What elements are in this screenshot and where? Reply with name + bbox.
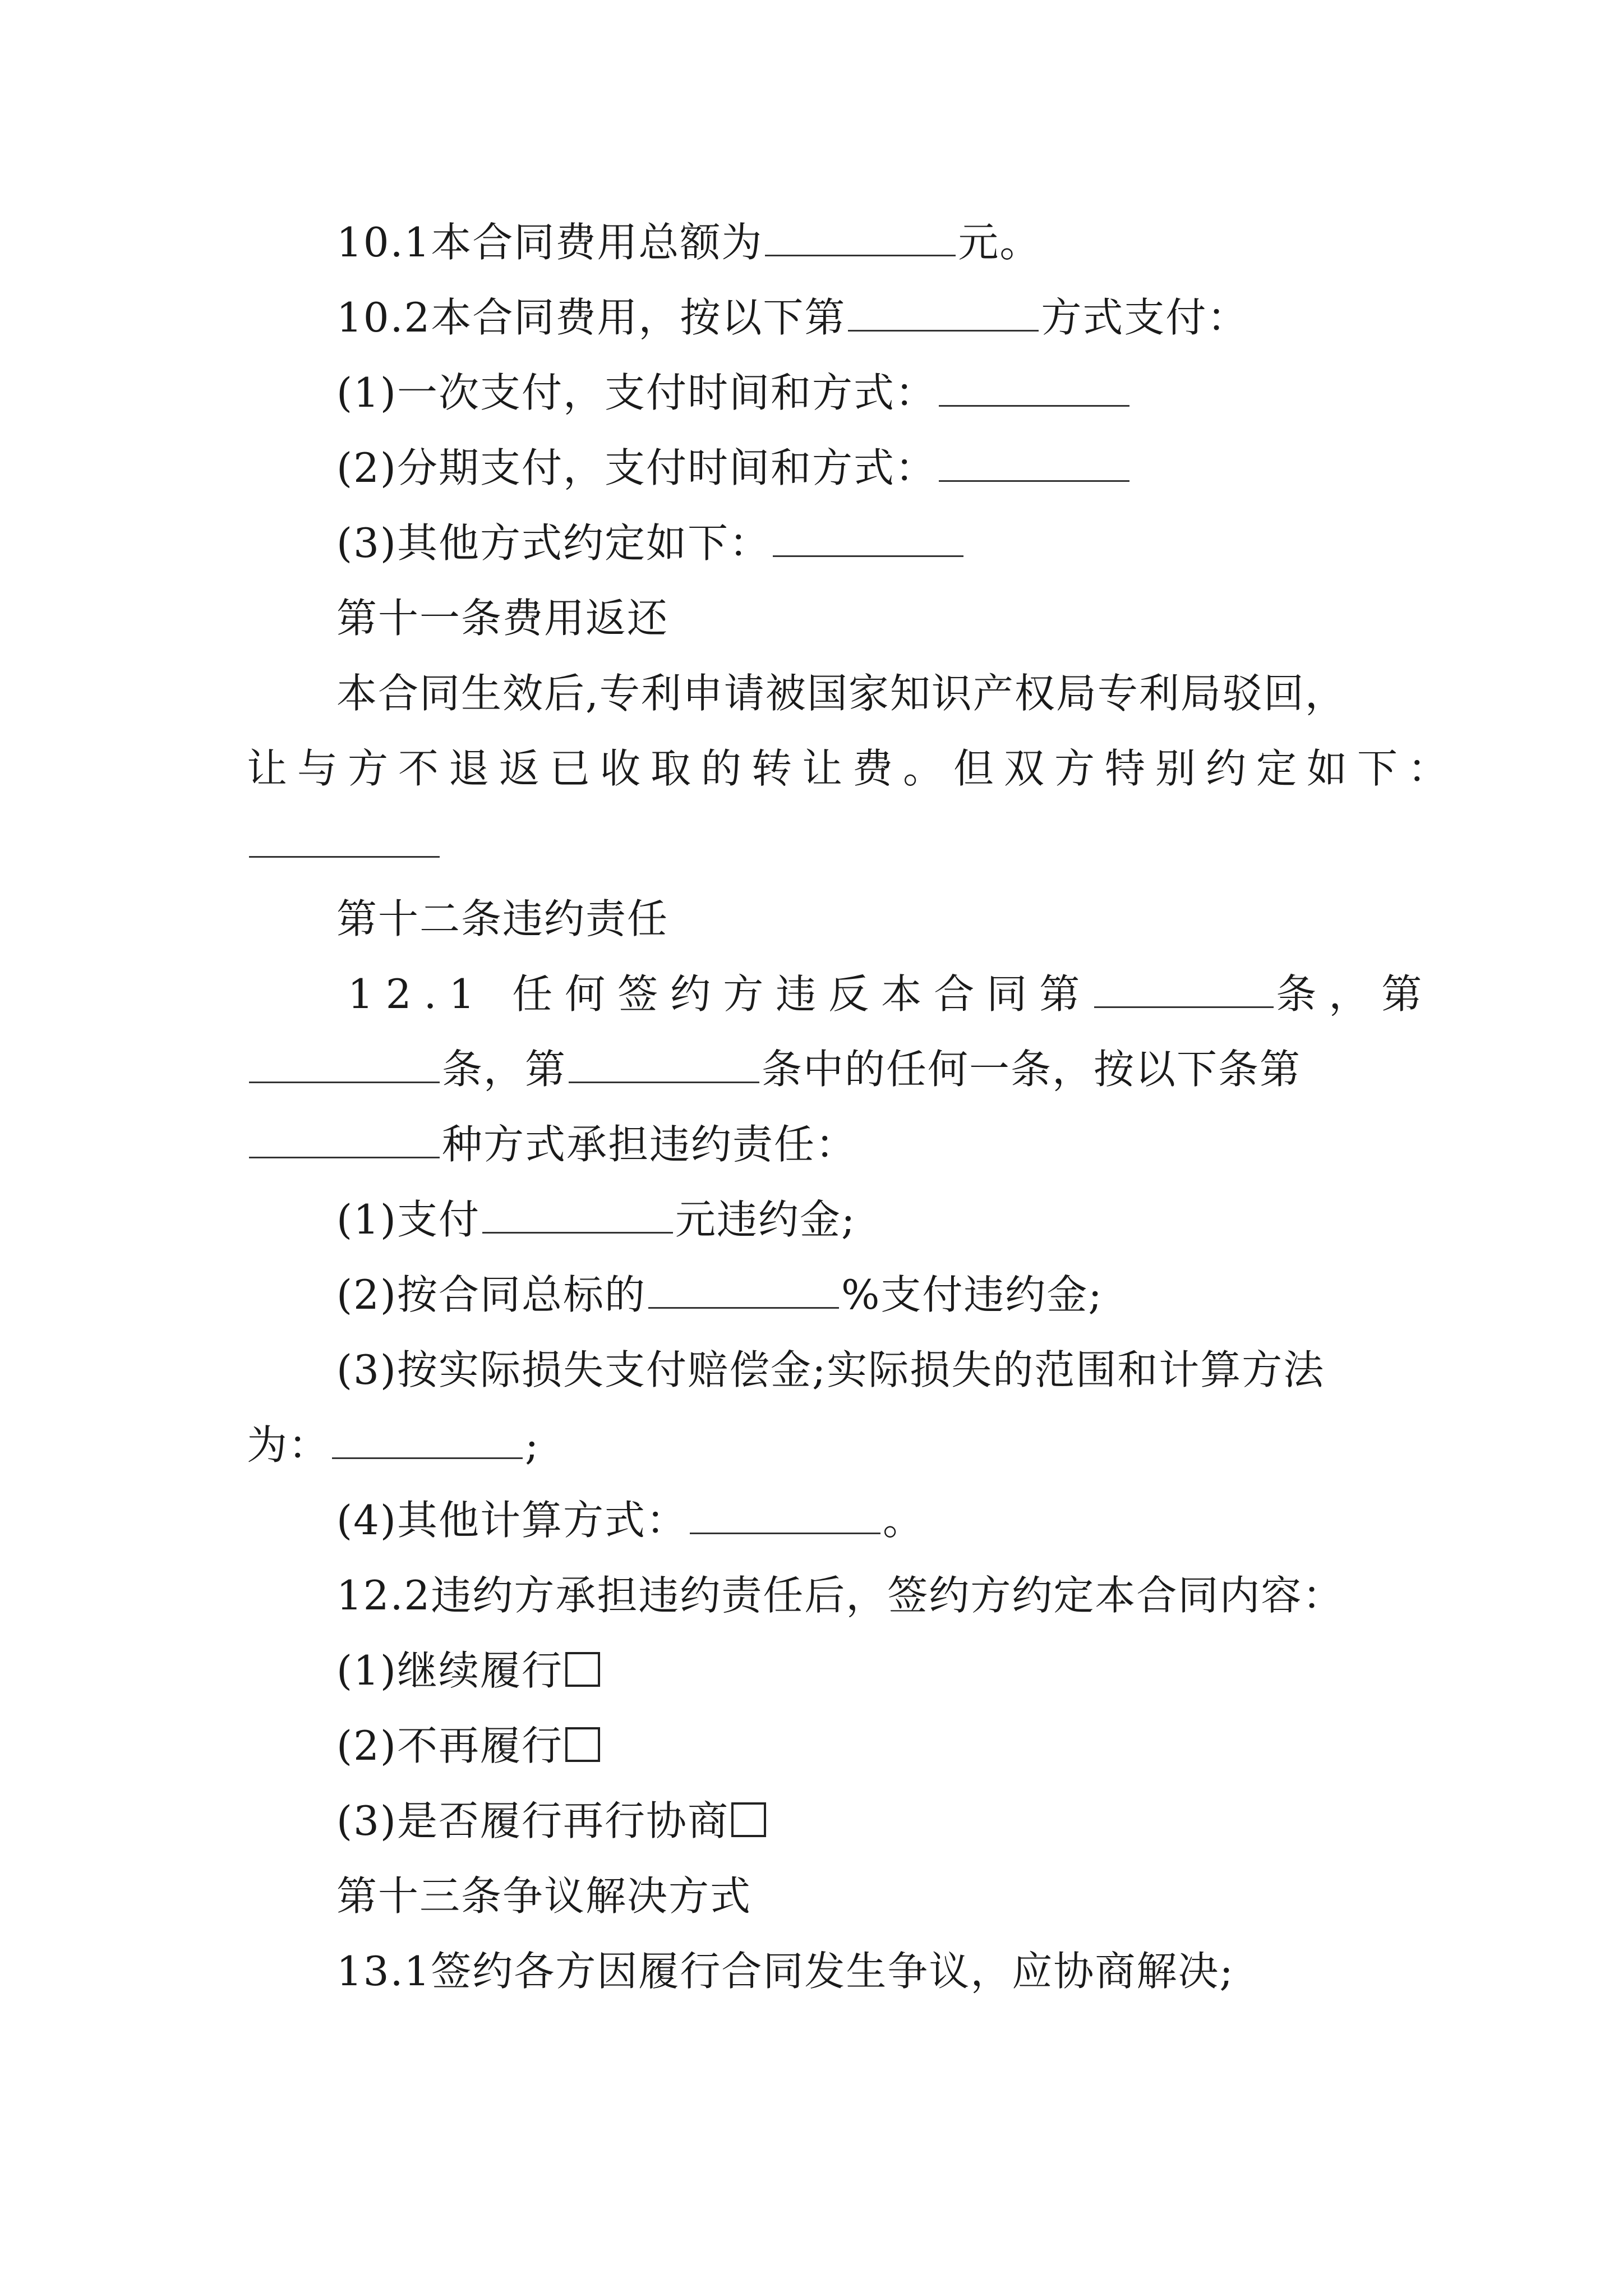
payment-option-3 xyxy=(336,515,1623,571)
option-stop xyxy=(336,1718,1623,1774)
clause-12-2 xyxy=(336,1567,1623,1623)
heading-text: 第十二条违约责任 xyxy=(336,895,669,942)
penalty-option-4 xyxy=(336,1492,1623,1548)
checkbox[interactable] xyxy=(565,1727,600,1762)
clause-text: 为： xyxy=(247,1421,330,1469)
clause-12-1-line1 xyxy=(348,966,1623,1022)
clause-text: 本合同生效后,专利申请被国家知识产权局专利局驳回， xyxy=(336,670,1347,717)
option-continue xyxy=(336,1642,1623,1699)
clause-text: (2)按合同总标的 xyxy=(336,1271,646,1318)
article-11-blank xyxy=(247,816,1623,872)
blank-field[interactable] xyxy=(773,516,963,557)
clause-text: 13.1签约各方因履行合同发生争议，应协商解决; xyxy=(336,1948,1234,1995)
blank-field[interactable] xyxy=(648,1268,839,1309)
clause-text: 12.1 任何签约方违反本合同第 xyxy=(348,970,1092,1018)
clause-text: 。 xyxy=(883,1497,925,1544)
penalty-option-1 xyxy=(336,1191,1623,1248)
clause-10-2 xyxy=(336,289,1623,346)
article-11-body-line1 xyxy=(336,665,1623,721)
clause-13-1 xyxy=(336,1943,1623,1999)
clause-12-1-line3 xyxy=(247,1116,1623,1172)
heading-text: 第十一条费用返还 xyxy=(336,595,669,642)
clause-12-1-line2 xyxy=(247,1041,1623,1097)
clause-text: 12.2违约方承担违约责任后，签约方约定本合同内容： xyxy=(336,1572,1344,1619)
clause-text: (2)不再履行 xyxy=(336,1722,563,1769)
option-negotiate xyxy=(336,1793,1623,1849)
checkbox[interactable] xyxy=(565,1652,600,1687)
clause-text: 元。 xyxy=(958,219,1041,266)
clause-text: 条，第 xyxy=(442,1046,567,1093)
blank-field[interactable] xyxy=(249,1042,440,1083)
payment-option-2 xyxy=(336,440,1623,496)
clause-text: 种方式承担违约责任： xyxy=(442,1121,857,1168)
clause-text: (4)其他计算方式： xyxy=(336,1497,688,1544)
checkbox[interactable] xyxy=(731,1802,766,1837)
blank-field[interactable] xyxy=(939,366,1129,407)
blank-field[interactable] xyxy=(569,1042,759,1083)
clause-text: (3)是否履行再行协商 xyxy=(336,1797,729,1844)
blank-field[interactable] xyxy=(249,1117,440,1158)
clause-text: 让与方不退返已收取的转让费。但双方特别约定如下： xyxy=(247,745,1459,792)
clause-text: 10.2本合同费用，按以下第 xyxy=(336,294,846,341)
clause-text: %支付违约金; xyxy=(841,1271,1103,1318)
penalty-option-2 xyxy=(336,1267,1623,1323)
article-11-body-line2 xyxy=(247,740,1623,797)
blank-field[interactable] xyxy=(848,291,1039,332)
blank-field[interactable] xyxy=(765,215,956,256)
article-12-heading xyxy=(336,891,1623,947)
blank-field[interactable] xyxy=(690,1493,880,1534)
article-11-heading xyxy=(336,590,1623,646)
clause-text: 元违约金; xyxy=(675,1196,856,1243)
clause-text: (1)一次支付，支付时间和方式： xyxy=(336,369,937,416)
penalty-option-3-line1 xyxy=(336,1342,1623,1398)
clause-text: 10.1本合同费用总额为 xyxy=(336,219,763,266)
blank-field[interactable] xyxy=(332,1418,523,1459)
blank-field[interactable] xyxy=(939,441,1129,482)
clause-text: ; xyxy=(525,1421,540,1469)
clause-text: 条中的任何一条，按以下条第 xyxy=(762,1046,1302,1093)
clause-text: (1)继续履行 xyxy=(336,1647,563,1694)
heading-text: 第十三条争议解决方式 xyxy=(336,1872,752,1920)
clause-10-1 xyxy=(336,214,1623,270)
payment-option-1 xyxy=(336,365,1623,421)
clause-text: (1)支付 xyxy=(336,1196,480,1243)
blank-field[interactable] xyxy=(482,1193,673,1234)
blank-field[interactable] xyxy=(1094,967,1274,1008)
clause-text: (3)按实际损失支付赔偿金;实际损失的范围和计算方法 xyxy=(336,1346,1325,1393)
clause-text: 方式支付： xyxy=(1041,294,1249,341)
penalty-option-3-line2 xyxy=(247,1417,1623,1473)
clause-text: (3)其他方式约定如下： xyxy=(336,519,771,567)
clause-text: (2)分期支付，支付时间和方式： xyxy=(336,444,937,491)
blank-field[interactable] xyxy=(249,817,440,858)
clause-text: 条，第 xyxy=(1276,970,1435,1018)
article-13-heading xyxy=(336,1868,1623,1924)
